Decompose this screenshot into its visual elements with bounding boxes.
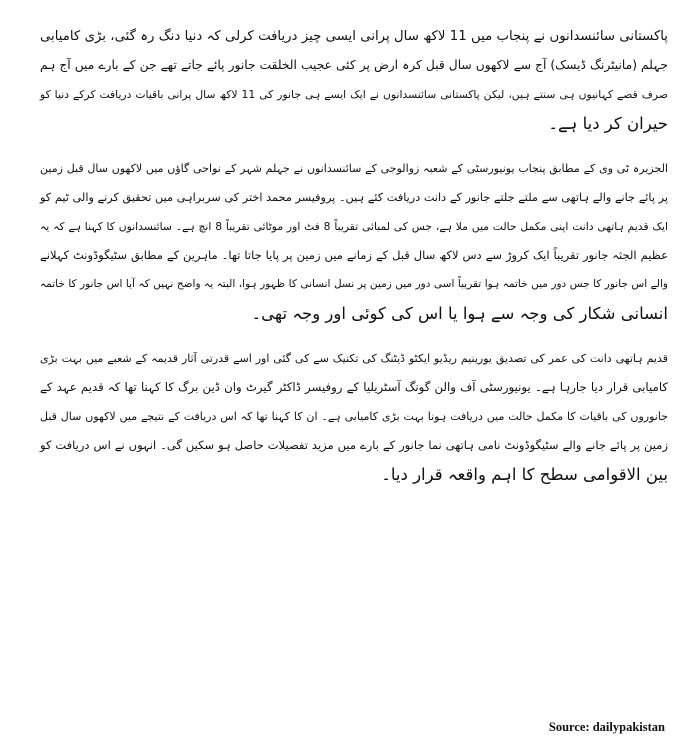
text-line: زمین پر پائے جانے والے سٹیگوڈونٹ نامی ہاتھی نما جانور کے بارے میں مزید تفصیلات حاصل ہو سکیں گی۔ انہوں نے اس دریافت کو	[40, 438, 668, 452]
article-body	[40, 22, 668, 505]
text-line: جہلم (مانیٹرنگ ڈیسک) آج سے لاکھوں سال قبل کرہ ارض پر کئی عجیب الخلقت جانور پائے جاتے تھے جن کے بارے میں آج ہم	[40, 58, 668, 72]
text-line: حیران کر دیا ہے۔	[548, 114, 668, 133]
text-line: عظیم الجثہ جانور تقریباً ایک کروڑ سے دس لاکھ سال قبل کے زمانے میں زمین پر پایا جاتا تھا۔ ماہرین کے مطابق سٹیگوڈونٹ کہلانے	[40, 248, 668, 262]
text-line: پر پائے جانے والے ہاتھی سے ملتے جلتے جانور کے دانت دریافت کئے ہیں۔ پروفیسر محمد اختر کی سربراہی میں تحقیق کرنے والی ٹیم کو	[40, 191, 668, 204]
paragraph-3	[40, 344, 668, 489]
text-line: صرف قصے کہانیوں ہی سنتے ہیں، لیکن پاکستانی سائنسدانوں نے ایک ایسے ہی جانور کی 11 لاکھ سال پرانی باقیات دریافت کرکے دنیا کو	[40, 88, 668, 101]
text-line: بین الاقوامی سطح کا اہم واقعہ قرار دیا۔	[381, 465, 668, 484]
text-line: ایک قدیم ہاتھی دانت اپنی مکمل حالت میں ملا ہے، جس کی لمبائی تقریباً 8 فٹ اور موٹائی تقریباً 8 انچ ہے۔ سائنسدانوں کا کہنا ہے کہ یہ	[40, 220, 669, 233]
text-line: جانوروں کی باقیات کا مکمل حالت میں دریافت ہونا بہت بڑی کامیابی ہے۔ ان کا کہنا تھا کہ اس دریافت کے نتیجے میں لاکھوں سال قبل	[40, 410, 668, 423]
text-line: الجزیرہ ٹی وی کے مطابق پنجاب یونیورسٹی کے شعبہ زوالوجی کے سائنسدانوں نے جہلم شہر کے نواحی گاﺅں میں لاکھوں سال قبل زمین	[40, 162, 668, 175]
text-line: قدیم ہاتھی دانت کی عمر کی تصدیق یورینیم ریڈیو ایکٹو ڈیٹنگ کی تکنیک سے کی گئی اور اسے قدرتی آثار قدیمہ کے شعبے میں بہت بڑی	[40, 352, 668, 365]
paragraph-1	[40, 22, 668, 138]
source-credit: Source: dailypakistan	[548, 720, 665, 734]
paragraph-2	[40, 154, 668, 328]
text-line: انسانی شکار کی وجہ سے ہوا یا اس کی کوئی اور وجہ تھی۔	[251, 304, 668, 323]
text-line: کامیابی قرار دیا جارہا ہے۔ یونیورسٹی آف والن گونگ آسٹریلیا کے روفیسر ڈاکٹر گیرٹ وان ڈین برگ کا کہنا تھا کہ قدیم عہد کے	[40, 380, 668, 394]
text-line: والے اس جانور کا جس دور میں خاتمہ ہوا تقریباً اسی دور میں زمین پر نسل انسانی کا ظہور ہوا، البتہ یہ واضح نہیں کہ آیا اس جانور کا خاتمہ	[40, 278, 668, 290]
text-line: پاکستانی سائنسدانوں نے پنجاب میں 11 لاکھ سال پرانی ایسی چیز دریافت کرلی کہ دنیا دنگ رہ گئی، بڑی کامیابی	[40, 29, 668, 44]
